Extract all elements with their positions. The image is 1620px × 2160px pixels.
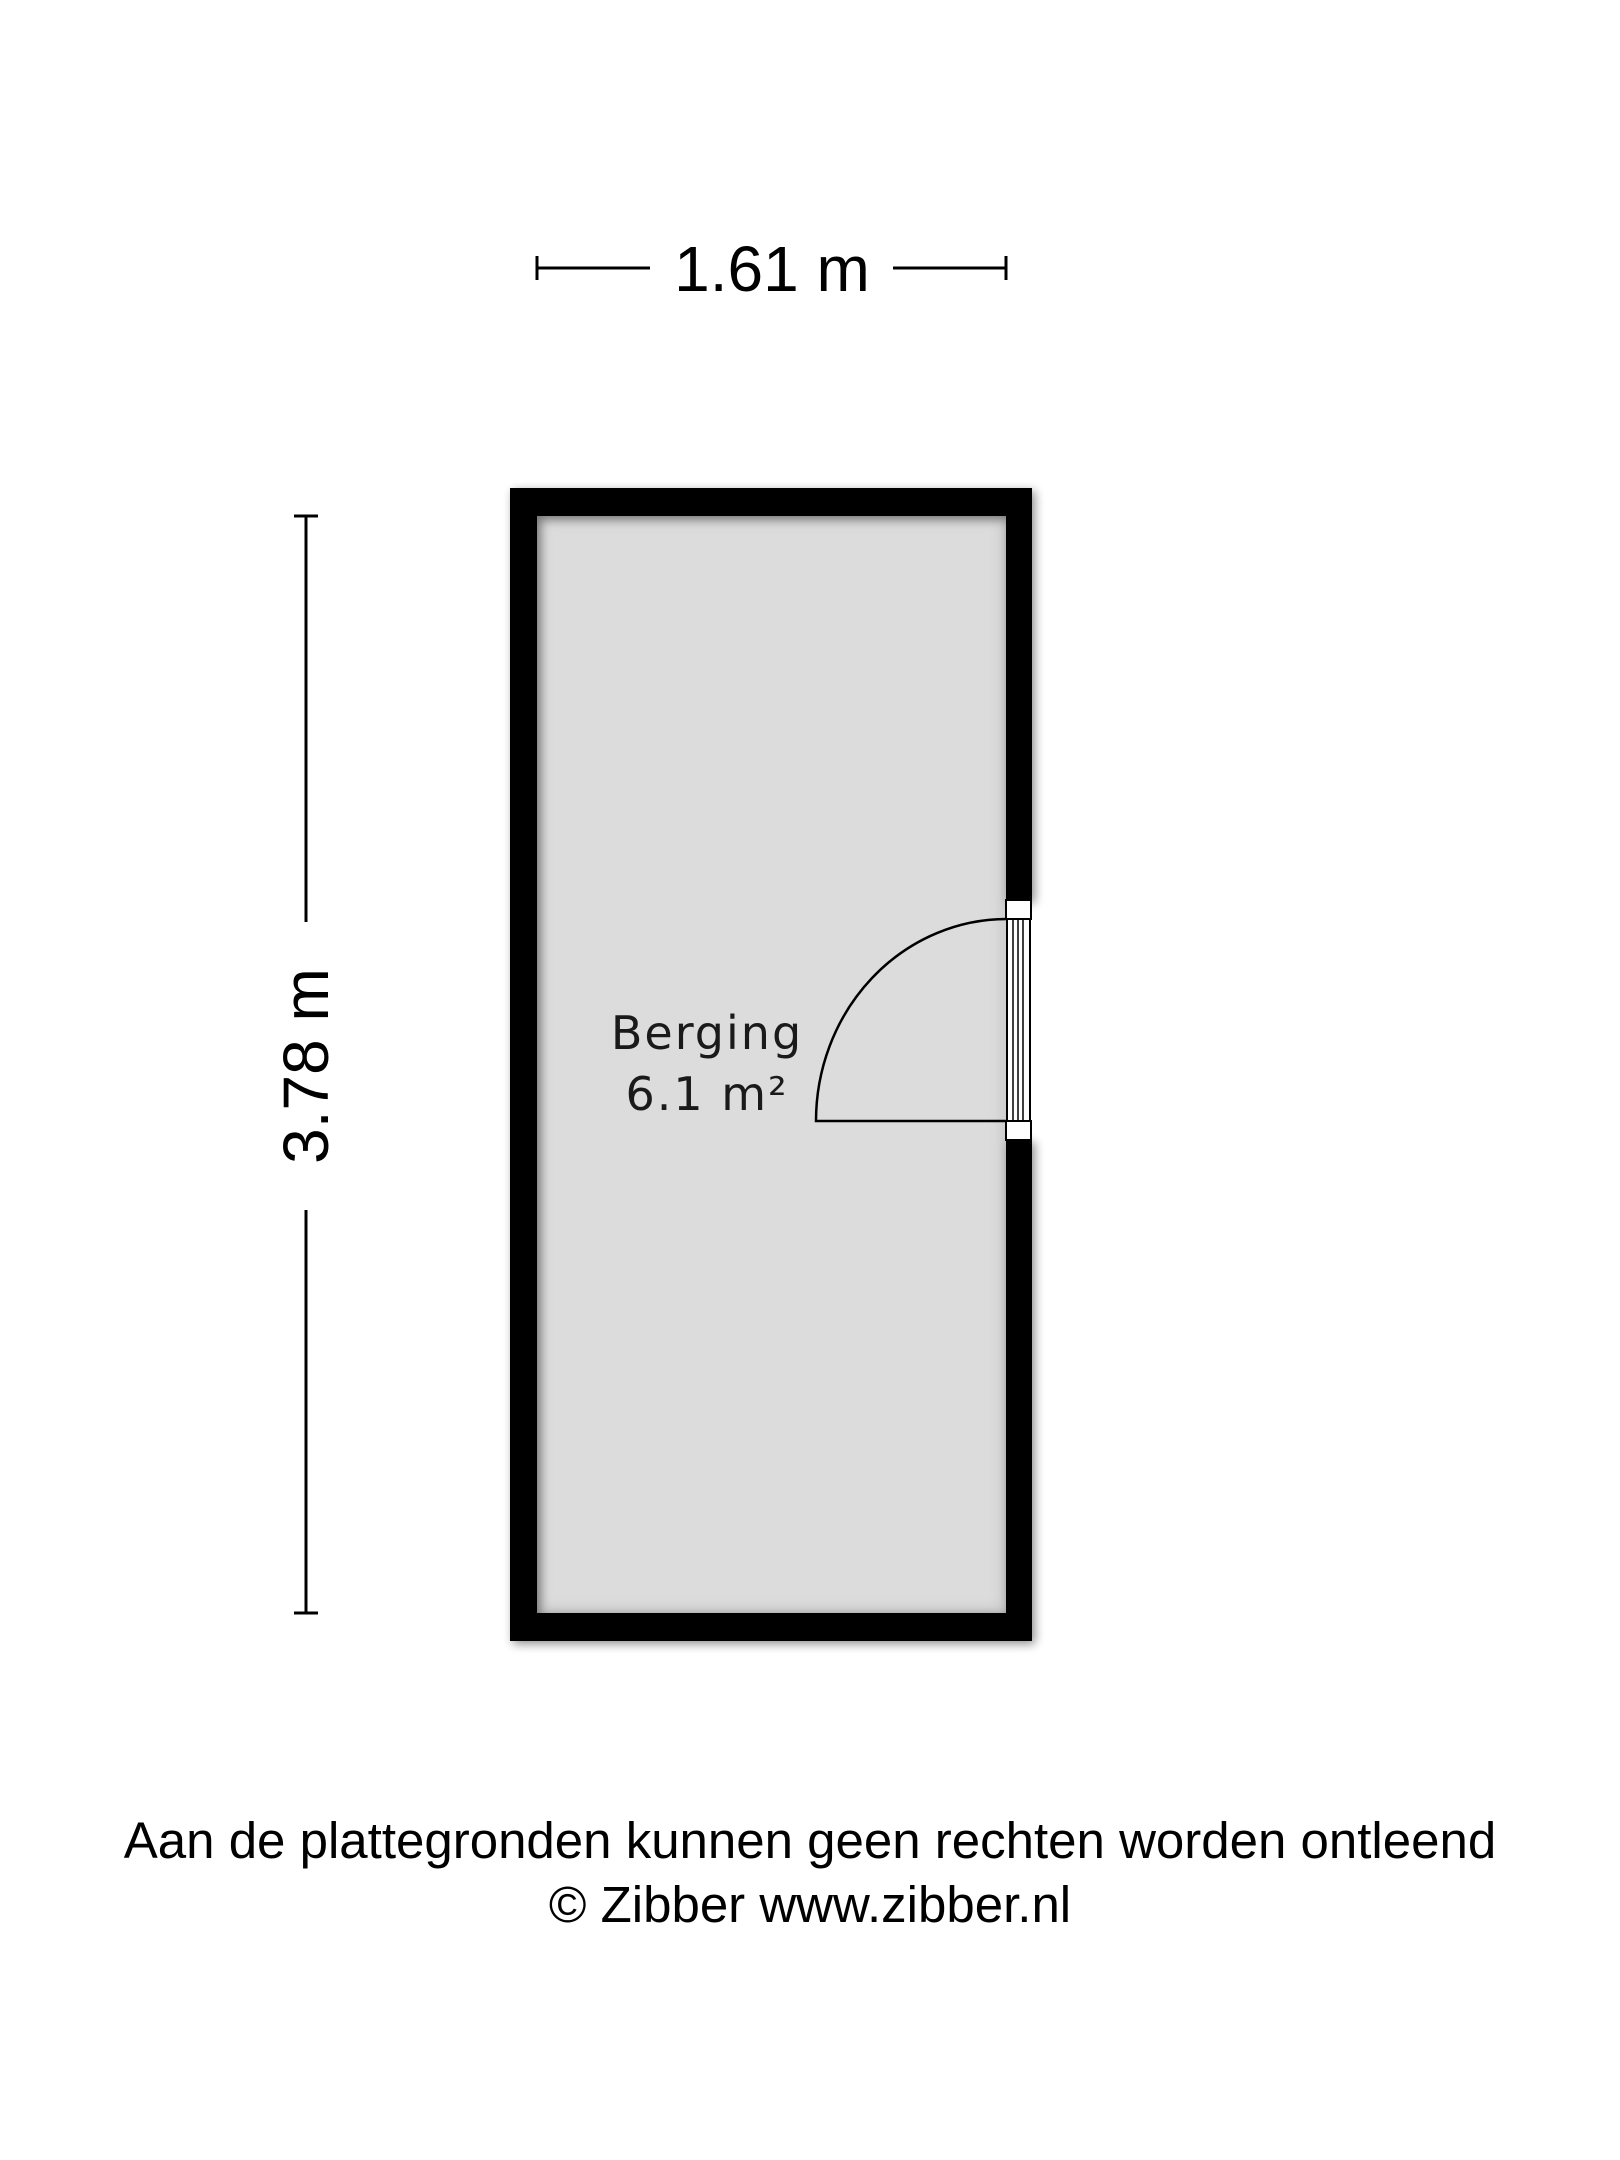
wall-bottom	[510, 1613, 1032, 1641]
wall-top	[510, 488, 1032, 516]
wall-right-lower	[1006, 1139, 1032, 1641]
height-dimension-label: 3.78 m	[270, 968, 342, 1164]
room-floor	[537, 516, 1006, 1613]
wall-left	[510, 488, 537, 1641]
wall-right-upper	[1006, 488, 1032, 900]
width-dimension-label: 1.61 m	[674, 233, 870, 305]
door-frame-bottom	[1006, 1121, 1031, 1140]
footer-copyright: © Zibber www.zibber.nl	[548, 1876, 1072, 1933]
height-dimension	[270, 516, 342, 1613]
width-dimension	[537, 233, 1006, 305]
room-name: Berging	[610, 1006, 804, 1060]
door-frame-top	[1006, 900, 1031, 919]
room-area: 6.1 m²	[625, 1067, 789, 1121]
footer-disclaimer: Aan de plattegronden kunnen geen rechten worden ontleend	[123, 1812, 1497, 1869]
